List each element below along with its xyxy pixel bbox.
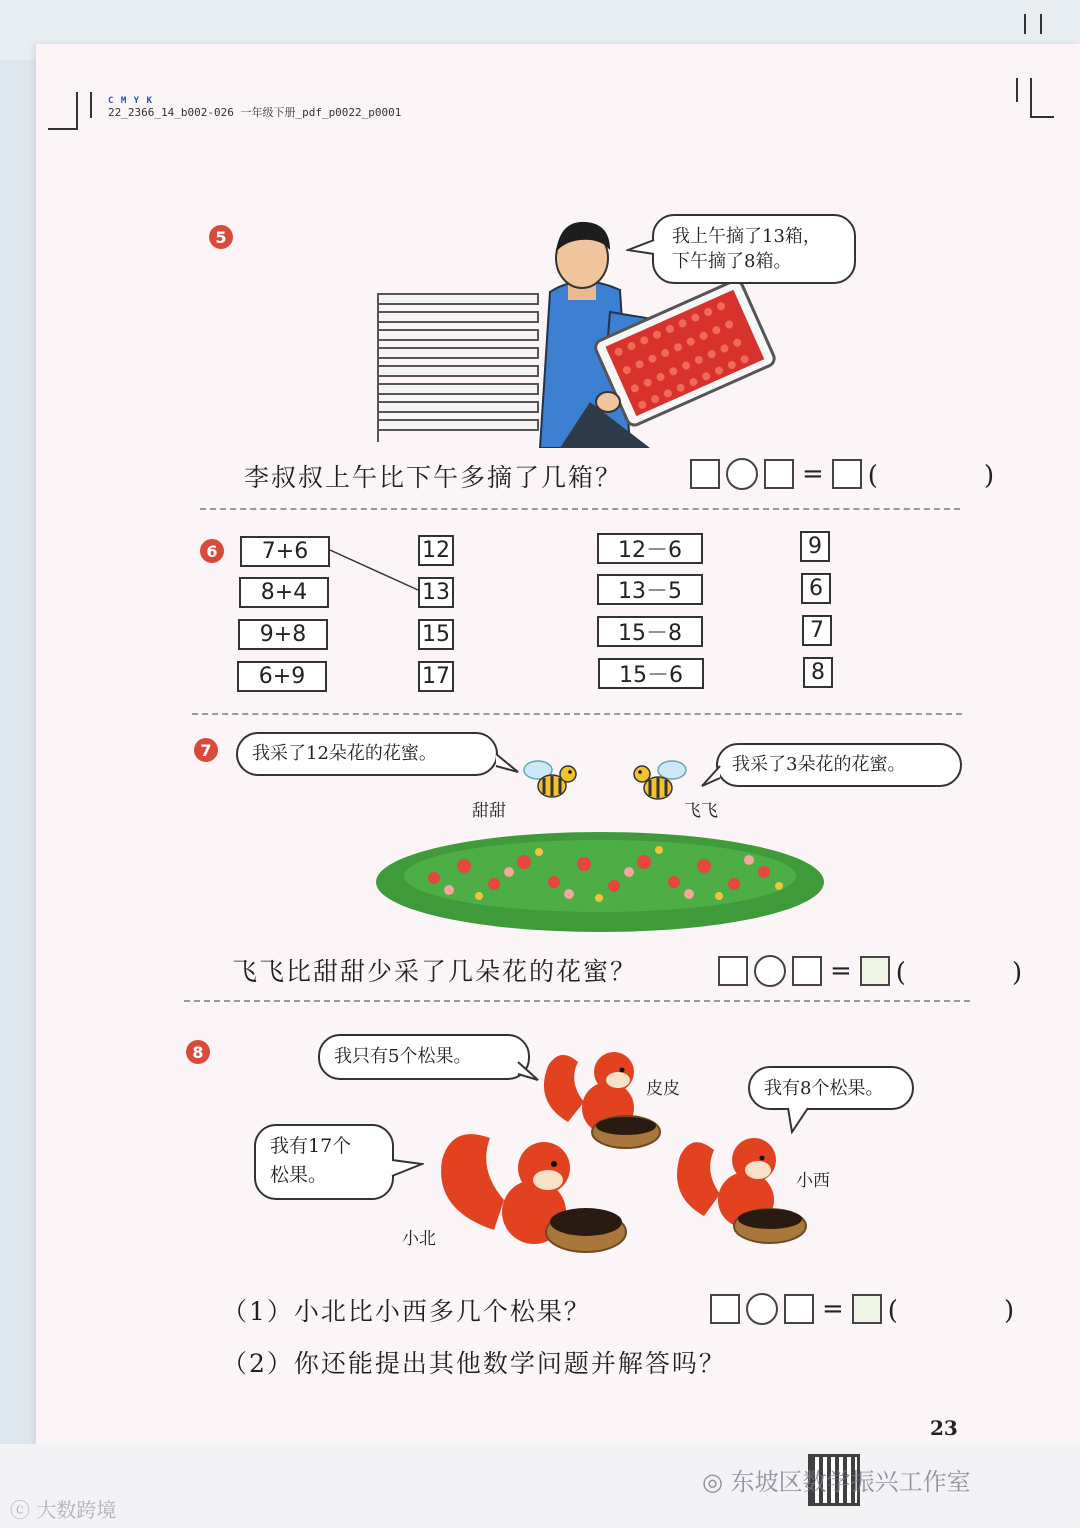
print-header <box>108 96 401 120</box>
operator-circle[interactable] <box>726 458 758 490</box>
name-label-xiaobei: 小北 <box>402 1229 436 1249</box>
answer-number-box[interactable]: 17 <box>418 661 454 692</box>
expression-box[interactable]: 12－6 <box>597 533 703 564</box>
crop-mark <box>1016 78 1018 102</box>
speech-line-1: 我有17个 <box>270 1135 352 1157</box>
squirrel-xiaoxi-illustration <box>670 1126 814 1248</box>
name-label-tiantian: 甜甜 <box>472 801 506 821</box>
answer-number-box[interactable]: 9 <box>800 531 830 562</box>
watermark-logo-icon: ⓒ <box>10 1498 37 1522</box>
bee-tiantian-illustration <box>520 756 582 812</box>
speech-bubble-farmer <box>652 214 856 284</box>
name-label-xiaoxi: 小西 <box>796 1171 830 1191</box>
crop-mark <box>48 128 78 130</box>
answer-box[interactable] <box>832 459 862 489</box>
expression-box[interactable]: 6+9 <box>237 661 327 692</box>
speech-bubble-tail <box>626 238 656 256</box>
speech-bubble-feifei: 我采了3朵花的花蜜。 <box>716 743 962 787</box>
expression-box[interactable]: 15－8 <box>597 616 703 647</box>
answer-box[interactable] <box>792 956 822 986</box>
wechat-watermark <box>702 1462 971 1497</box>
flower-bed-illustration <box>374 826 826 942</box>
answer-equation-8 <box>710 1290 1054 1327</box>
answer-number-box[interactable]: 7 <box>802 615 832 646</box>
answer-box[interactable] <box>718 956 748 986</box>
matching-line-example <box>328 546 422 596</box>
unit-parentheses[interactable]: ( ) <box>887 1296 1055 1326</box>
answer-box[interactable] <box>860 956 890 986</box>
speech-bubble-tail <box>494 752 520 774</box>
speech-line-1: 我上午摘了13箱， <box>672 226 821 247</box>
question-8-1: （1）小北比小西多几个松果？ <box>222 1297 591 1326</box>
answer-number-box[interactable]: 12 <box>418 535 454 566</box>
equals-sign: = <box>822 1293 844 1324</box>
name-label-pipi: 皮皮 <box>646 1079 680 1099</box>
crop-mark <box>1024 14 1026 34</box>
answer-box[interactable] <box>764 459 794 489</box>
answer-box[interactable] <box>852 1294 882 1324</box>
answer-box[interactable] <box>784 1294 814 1324</box>
watermark-left <box>10 1494 116 1523</box>
question-8-2: （2）你还能提出其他数学问题并解答吗？ <box>222 1349 726 1378</box>
unit-parentheses[interactable]: ( ) <box>867 461 1035 491</box>
speech-line-2: 下午摘了8箱。 <box>672 251 792 273</box>
expression-box[interactable]: 7+6 <box>240 536 330 567</box>
problem-number-6: 6 <box>200 539 224 563</box>
section-divider <box>192 713 962 715</box>
name-label-feifei: 飞飞 <box>684 801 718 821</box>
unit-parentheses[interactable]: ( ) <box>895 958 1063 988</box>
answer-equation-7 <box>718 952 1062 989</box>
watermark-text: 东坡区数学振兴工作室 <box>730 1468 971 1496</box>
speech-bubble-pipi: 我只有5个松果。 <box>318 1034 530 1080</box>
bee-feifei-illustration <box>628 756 690 812</box>
speech-bubble-xiaoxi: 我有8个松果。 <box>748 1066 914 1110</box>
question-7: 飞飞比甜甜少采了几朵花的花蜜？ <box>232 957 638 986</box>
wechat-icon: ◎ <box>702 1468 731 1496</box>
speech-bubble-tail <box>698 764 722 788</box>
page-number: 23 <box>930 1416 958 1440</box>
crop-mark <box>76 92 78 130</box>
expression-box[interactable]: 9+8 <box>238 619 328 650</box>
expression-box[interactable]: 15－6 <box>598 658 704 689</box>
problem-number-8: 8 <box>186 1040 210 1064</box>
crop-mark <box>1030 116 1054 118</box>
problem-number-5: 5 <box>209 225 233 249</box>
expression-box[interactable]: 13－5 <box>597 574 703 605</box>
operator-circle[interactable] <box>754 955 786 987</box>
cmyk-marks: C M Y K <box>108 96 153 106</box>
equals-sign: = <box>802 458 824 489</box>
section-divider <box>184 1000 970 1002</box>
answer-number-box[interactable]: 8 <box>803 657 833 688</box>
speech-bubble-tail <box>516 1060 540 1082</box>
section-divider <box>200 508 960 510</box>
answer-box[interactable] <box>710 1294 740 1324</box>
crop-mark <box>90 92 92 118</box>
crop-mark <box>1030 78 1032 116</box>
operator-circle[interactable] <box>746 1293 778 1325</box>
answer-number-box[interactable]: 13 <box>418 577 454 608</box>
problem-number-7: 7 <box>194 738 218 762</box>
speech-bubble-tail <box>390 1158 424 1180</box>
expression-box[interactable]: 8+4 <box>239 577 329 608</box>
watermark-left-text: 大数跨境 <box>36 1498 117 1522</box>
answer-number-box[interactable]: 6 <box>801 573 831 604</box>
squirrel-xiaobei-illustration <box>434 1120 634 1260</box>
crop-mark <box>1040 14 1042 34</box>
speech-bubble-tiantian: 我采了12朵花的花蜜。 <box>236 732 498 776</box>
speech-bubble-xiaobei <box>254 1124 394 1200</box>
equals-sign: = <box>830 955 852 986</box>
question-5: 李叔叔上午比下午多摘了几箱？ <box>244 463 623 492</box>
speech-line-2: 松果。 <box>270 1163 328 1186</box>
file-code: 22_2366_14_b002-026 一年级下册_pdf_p0022_p0001 <box>108 106 402 119</box>
answer-number-box[interactable]: 15 <box>418 619 454 650</box>
answer-equation-5 <box>690 455 1034 492</box>
answer-box[interactable] <box>690 459 720 489</box>
